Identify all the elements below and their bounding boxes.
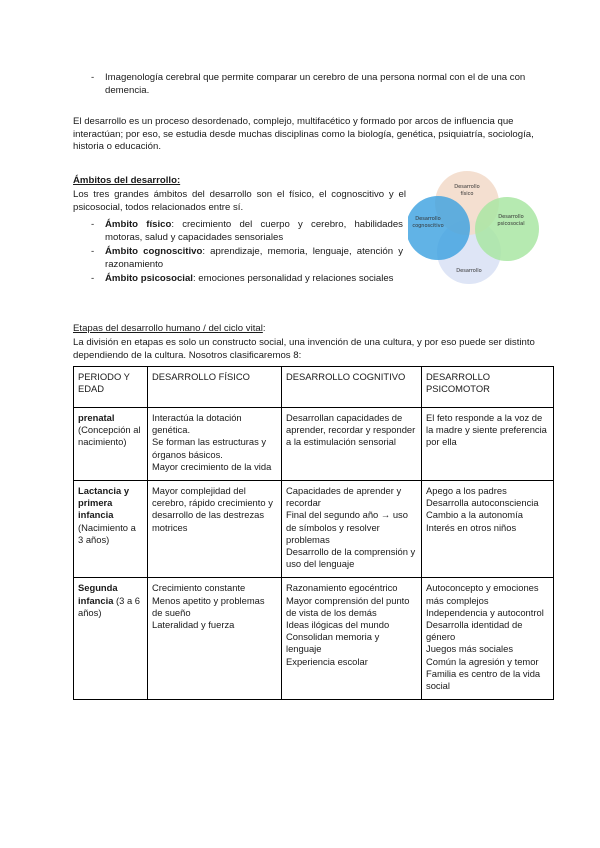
header-periodo: PERIODO Y EDAD [74,367,148,408]
cell-line: Desarrollo de la comprensión y uso del lenguaje [286,546,416,570]
period-age: (3 a 6 años) [78,594,141,618]
header-cognitivo: DESARROLLO COGNITIVO [282,367,422,408]
table-header-row [74,367,554,408]
etapas-heading [73,323,266,336]
cell-line: Razonamiento egocéntrico [286,582,398,594]
ambito-item-text [105,273,403,286]
ambitos-heading [73,175,180,188]
venn-right-label-1: Desarrollo [498,214,524,220]
cell-line: Común la agresión y temor [426,655,539,667]
ambito-item [91,219,407,244]
imaging-bullet-text: Imagenología cerebral que permite comparar un cerebro de una persona normal con el de una con demencia. [105,72,526,96]
cell-line: Ideas ilógicas del mundo [286,619,390,631]
bullet-dash: - [91,273,95,285]
cell-line: Consolidan memoria y lenguaje [286,631,380,655]
fisico-cell [148,481,282,578]
cell-line: Mayor complejidad del cerebro, rápido crecimiento y desarrollo de las destrezas motrices [152,485,273,533]
ambito-fisico-desc: : crecimiento del cuerpo y cerebro, habilidades motoras, salud y capacidades sensoriales [105,219,403,243]
period-cell [74,481,148,578]
period-cell [74,578,148,700]
intro-paragraph: El desarrollo es un proceso desordenado, complejo, multifacético y formado por arcos de influencia que interactúan; por eso, se estudia desde muchas disciplinas como la biología, genética, psiquiatría, sociología, historia o educación. [73,116,534,153]
cell-line: Desarrolla identidad de género [426,619,523,643]
ambito-fisico-label: Ámbito físico [105,219,172,230]
venn-circle-right [475,197,539,261]
cell-line: Apego a los padres [426,485,507,497]
bullet-dash: - [91,246,95,258]
venn-left-label-2: cognoscitivo [412,223,444,229]
cell-line: El feto responde a la voz de la madre y siente preferencia por ella [426,412,547,448]
venn-top-label-1: Desarrollo [454,184,480,190]
psicomotor-cell [422,408,554,481]
ambito-item-text [105,219,403,244]
venn-diagram [408,170,542,290]
period-cell [74,408,148,481]
cell-line: Juegos más sociales [426,643,514,655]
ambitos-intro: Los tres grandes ámbitos del desarrollo son el físico, el cognoscitivo y el psicosocial, todos relacionados entre sí. [73,189,406,213]
cell-line: Menos apetito y problemas de sueño [152,594,265,618]
header-fisico: DESARROLLO FÍSICO [148,367,282,408]
ambitos-list [91,219,407,286]
period-name: prenatal [78,412,115,423]
cell-line: Mayor comprensión del punto de vista de los demás [286,594,410,618]
psicomotor-cell [422,578,554,700]
etapas-intro: La división en etapas es solo un constructo social, una invención de una cultura, y por eso puede ser distinto dependiendo de la cultura. Nosotros clasificaremos 8: [73,337,535,361]
cell-line: Final del segundo año → uso de símbolos y resolver problemas [286,509,408,545]
imaging-bullet [91,72,531,97]
table-row [74,481,554,578]
cell-line: Cambio a la autonomía [426,509,523,521]
cell-line: Lateralidad y fuerza [152,619,235,631]
venn-bottom-label: Desarrollo [456,268,482,274]
venn-top-label-2: físico [460,191,474,197]
ambito-cognoscitivo-desc: : aprendizaje, memoria, lenguaje, atención y razonamiento [105,246,403,270]
fisico-cell [148,408,282,481]
cell-line: Capacidades de aprender y recordar [286,485,402,509]
ambitos-heading-text: Ámbitos del desarrollo: [73,175,181,186]
ambito-psicosocial-label: Ámbito psicosocial [105,273,193,285]
period-name: Lactancia y primera infancia [78,485,130,521]
cognitivo-cell [282,481,422,578]
cell-line: Se forman las estructuras y órganos básicos. [152,436,267,460]
psicomotor-cell [422,481,554,578]
cognitivo-cell [282,408,422,481]
cell-line: Interactúa la dotación genética. [152,412,242,436]
table-row [74,578,554,700]
cell-line: Independencia y autocontrol [426,606,544,618]
cell-line: Crecimiento constante [152,582,246,594]
bullet-dash: - [91,72,95,83]
period-age: (Nacimiento a 3 años) [78,521,136,545]
cell-line: Familia es centro de la vida social [426,667,541,692]
cognitivo-cell [282,578,422,700]
period-name: Segunda infancia [78,582,118,606]
stages-table [73,366,554,700]
ambito-cognoscitivo-label: Ámbito cognoscitivo [105,246,203,258]
table-row [74,408,554,481]
fisico-cell [148,578,282,700]
etapas-heading-text: Etapas del desarrollo humano / del ciclo vital [73,323,263,334]
cell-line: Interés en otros niños [426,521,517,533]
ambito-item [91,273,407,286]
cell-line: Desarrollan capacidades de aprender, recordar y responder a la estimulación sensorial [286,412,416,448]
cell-line: Mayor crecimiento de la vida [152,460,272,472]
cell-line: Desarrolla autoconsciencia [426,497,539,509]
ambito-psicosocial-desc: : emociones personalidad y relaciones sociales [192,273,394,285]
ambito-item [91,246,407,271]
etapas-heading-colon: : [262,323,266,334]
bullet-dash: - [91,219,95,230]
venn-left-label-1: Desarrollo [415,216,441,222]
cell-line: Autoconcepto y emociones más complejos [426,582,539,606]
header-psicomotor: DESARROLLO PSICOMOTOR [422,367,554,408]
cell-line: Experiencia escolar [286,655,368,667]
period-age: (Concepción al nacimiento) [78,424,141,448]
ambito-item-text [105,246,403,271]
venn-right-label-2: psicosocial [497,221,525,227]
